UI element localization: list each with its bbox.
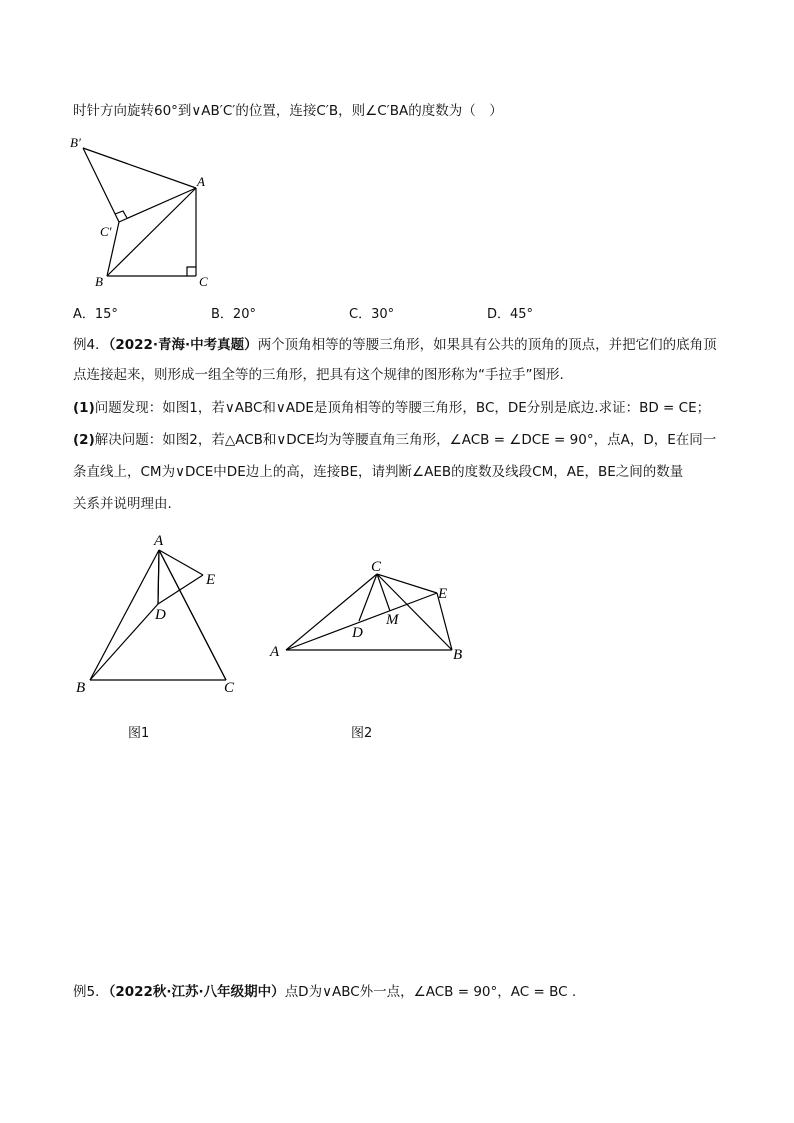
segment-d-e xyxy=(158,575,203,604)
ex4-part2-text: 解决问题：如图2，若△ACB和∨DCE均为等腰直角三角形，∠ACB = ∠DCE = 90°，点A，D，E在同一 xyxy=(94,432,717,448)
fig2-label-d: D xyxy=(352,625,363,641)
ex4-part1-tag: (1) xyxy=(73,400,95,416)
ex4-line1 xyxy=(73,335,717,355)
fig2-caption: 图2 xyxy=(351,726,373,741)
ex4-text-1: 两个顶角相等的等腰三角形，如果具有公共的顶角的顶点，并把它们的底角顶 xyxy=(257,337,717,353)
ex4-part2-tag: (2) xyxy=(73,432,95,448)
ex5-source: （2022秋·江苏·八年级期中） xyxy=(108,984,285,1000)
segment-d-a xyxy=(158,550,159,604)
fig1-label-b: B xyxy=(76,680,86,696)
fig2-label-c: C xyxy=(371,559,382,575)
option-d: D．45° xyxy=(487,307,534,322)
ex4-lead: 例4． xyxy=(73,337,109,353)
label-c: C xyxy=(199,274,208,289)
fig1-label-a: A xyxy=(154,533,164,549)
ex4-part1-text: 问题发现：如图1，若∨ABC和∨ADE是顶角相等的等腰三角形，BC，DE分别是底边.求证：BD = CE； xyxy=(94,400,711,416)
ex5-text: 点D为∨ABC外一点，∠ACB = 90°，AC = BC . xyxy=(284,984,577,1000)
ex5-line xyxy=(73,982,576,1002)
option-c: C．30° xyxy=(349,307,395,322)
fig1-label-c: C xyxy=(224,680,235,696)
segment-c-m xyxy=(377,574,390,611)
q3-stem: 时针方向旋转60°到∨AB′C′的位置，连接C′B，则∠C′BA的度数为（ ） xyxy=(73,103,503,119)
ex4-figure-1 xyxy=(70,528,250,698)
ex5-lead: 例5． xyxy=(73,984,109,1000)
segment-c-prime-a xyxy=(119,188,196,222)
option-a: A．15° xyxy=(73,307,118,322)
ex4-part2-line3: 关系并说明理由. xyxy=(73,496,172,512)
segment-b-a xyxy=(107,188,196,276)
fig2-label-e: E xyxy=(438,586,448,602)
fig2-label-a: A xyxy=(270,644,280,660)
fig1-label-e: E xyxy=(206,572,216,588)
ex4-part2-line2: 条直线上，CM为∨DCE中DE边上的高，连接BE，请判断∠AEB的度数及线段CM，AE，BE之间的数量 xyxy=(73,464,684,480)
right-angle-mark-c xyxy=(187,267,196,276)
ex4-part1 xyxy=(73,398,710,418)
q3-figure xyxy=(60,128,230,293)
ex4-source: （2022·青海·中考真题） xyxy=(108,337,258,353)
ex4-figure-2 xyxy=(262,552,477,672)
label-c-prime: C′ xyxy=(100,224,112,239)
label-a: A xyxy=(197,174,205,189)
fig2-label-m: M xyxy=(386,612,399,628)
option-b: B．20° xyxy=(211,307,256,322)
ex4-line2: 点连接起来，则形成一组全等的三角形，把具有这个规律的图形称为“手拉手”图形. xyxy=(73,367,564,383)
fig2-label-b: B xyxy=(453,647,463,663)
fig1-label-d: D xyxy=(155,607,166,623)
fig1-caption: 图1 xyxy=(128,726,150,741)
label-b-prime: B′ xyxy=(70,135,81,150)
label-b: B xyxy=(95,274,103,289)
ex4-part2 xyxy=(73,430,716,450)
segment-a-c xyxy=(286,574,377,650)
segment-a-e xyxy=(286,593,437,650)
